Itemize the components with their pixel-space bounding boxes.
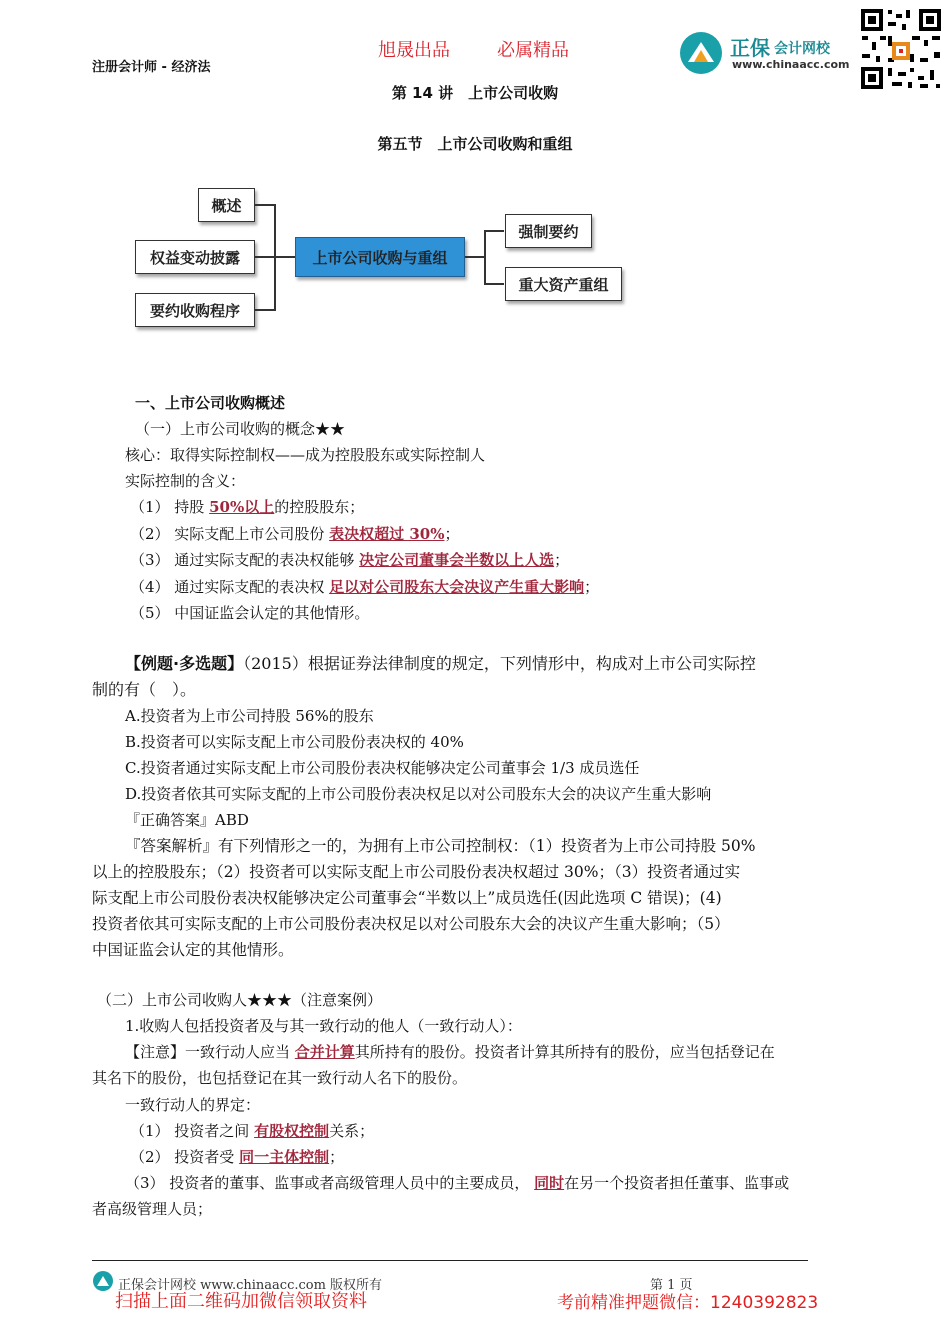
header-left-label: 注册会计师 - 经济法	[92, 60, 211, 75]
define-item-3: （3） 投资者的董事、监事或者高级管理人员中的主要成员， 同时在另一个投资者担任董事、监事或	[125, 1174, 790, 1192]
define-text: 一致行动人的界定：	[125, 1096, 261, 1114]
meaning-text: 实际控制的含义：	[125, 472, 246, 490]
footer-promo-right: 考前精准押题微信：1240392823	[557, 1293, 819, 1313]
mindmap-node-disclosure: 权益变动披露	[135, 240, 255, 274]
footer-page-number: 第 1 页	[650, 1278, 693, 1293]
option-b: B.投资者可以实际支配上市公司股份表决权的 40%	[125, 733, 464, 751]
option-a: A.投资者为上市公司持股 56%的股东	[125, 707, 374, 725]
footer-logo-icon	[92, 1270, 114, 1296]
brand-name: 正保	[730, 36, 770, 60]
option-c: C.投资者通过实际支配上市公司股份表决权能够决定公司董事会 1/3 成员选任	[125, 759, 640, 777]
note-line1: 【注意】一致行动人应当 合并计算其所持有的股份。投资者计算其所持有的股份，应当包括登记在	[125, 1043, 775, 1061]
footer-promo-left: 扫描上面二维码加微信领取资料	[115, 1291, 367, 1312]
mindmap-node-mandatory-offer: 强制要约	[505, 214, 592, 248]
slogan-right: 必属精品	[497, 40, 569, 61]
mindmap-center-node: 上市公司收购与重组	[295, 237, 465, 277]
note-line2: 其名下的股份，也包括登记在其一致行动人名下的股份。	[92, 1069, 468, 1087]
correct-answer: 『正确答案』ABD	[125, 811, 249, 829]
analysis-line: 以上的控股股东；（2）投资者可以实际支配上市公司股份表决权超过 30%；（3）投资者通过实	[92, 863, 741, 881]
list-item: （1） 持股 50%以上的控股股东；	[130, 498, 365, 516]
mindmap-node-overview: 概述	[198, 188, 255, 222]
subheading-1: （一）上市公司收购的概念★★	[135, 420, 346, 438]
list-item: （4） 通过实际支配的表决权 足以对公司股东大会决议产生重大影响；	[130, 578, 600, 596]
footer-divider	[92, 1260, 808, 1261]
brand-logo	[678, 30, 858, 76]
list-item: （3） 通过实际支配的表决权能够 决定公司董事会半数以上人选；	[130, 551, 570, 569]
define-item-3-line2: 者高级管理人员；	[92, 1200, 213, 1218]
brand-sub: 会计网校	[774, 41, 830, 57]
example-question-line1: 【例题·多选题】（2015）根据证券法律制度的规定，下列情形中，构成对上市公司实际控	[125, 654, 756, 673]
analysis-line: 投资者依其可实际支配的上市公司股份表决权足以对公司股东大会的决议产生重大影响；（5）	[92, 915, 730, 933]
acquirer-text: 1.收购人包括投资者及与其一致行动的他人（一致行动人）：	[125, 1017, 522, 1035]
footer-copyright: 正保会计网校 www.chinaacc.com 版权所有	[118, 1278, 383, 1293]
analysis-line: 中国证监会认定的其他情形。	[92, 941, 294, 959]
core-text: 核心：取得实际控制权——成为控股股东或实际控制人	[125, 446, 486, 464]
subheading-2: （二）上市公司收购人★★★（注意案例）	[97, 991, 383, 1009]
example-question-line2: 制的有（ ）。	[92, 680, 197, 699]
heading-1: 一、上市公司收购概述	[135, 394, 286, 412]
define-item-1: （1） 投资者之间 有股权控制关系；	[130, 1122, 375, 1140]
analysis-line: 『答案解析』有下列情形之一的，为拥有上市公司控制权：（1）投资者为上市公司持股 50%	[125, 837, 756, 855]
mindmap-node-asset-restructure: 重大资产重组	[505, 267, 622, 301]
list-item: （5） 中国证监会认定的其他情形。	[130, 604, 370, 622]
section-title: 第五节 上市公司收购和重组	[377, 135, 573, 153]
brand-logo-icon	[678, 30, 724, 76]
lecture-title: 第 14 讲 上市公司收购	[391, 84, 559, 102]
analysis-line: 际支配上市公司股份表决权能够决定公司董事会“半数以上”成员选任(因此选项 C 错误)；(4)	[92, 889, 722, 907]
brand-url: www.chinaacc.com	[732, 58, 850, 71]
list-item: （2） 实际支配上市公司股份 表决权超过 30%；	[130, 525, 460, 543]
slogan-left: 旭晟出品	[378, 40, 450, 61]
mindmap-node-tender-procedure: 要约收购程序	[135, 293, 255, 327]
define-item-2: （2） 投资者受 同一主体控制；	[130, 1148, 345, 1166]
option-d: D.投资者依其可实际支配的上市公司股份表决权足以对公司股东大会的决议产生重大影响	[125, 785, 712, 803]
